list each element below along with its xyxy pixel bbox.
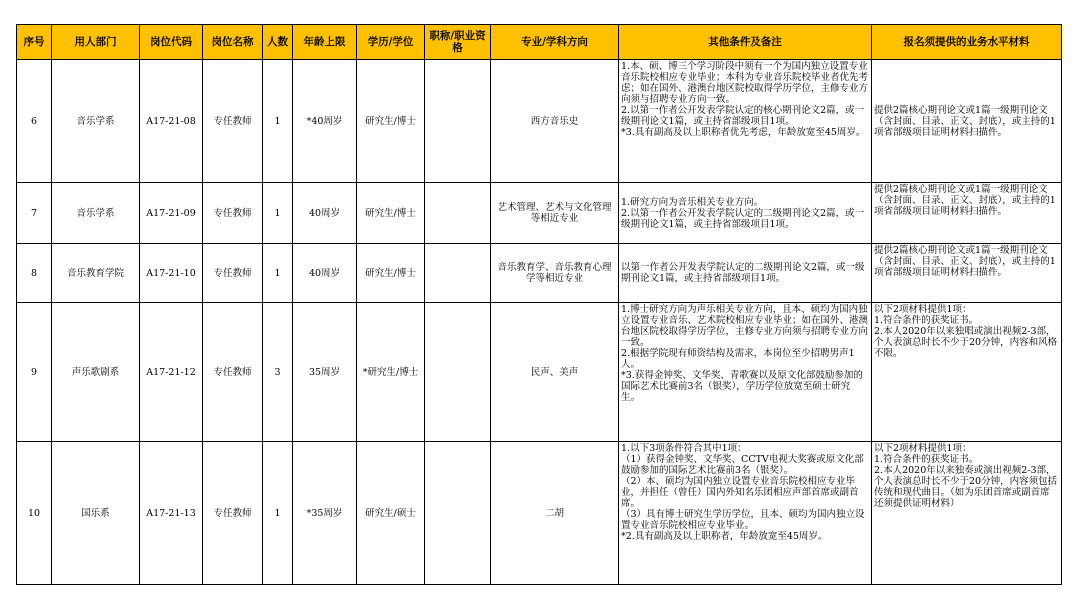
note-line: 2.以第一作者公开发表学院认定的二级期刊论文2篇，或一级期刊论文1篇，或主持省部级项目1项。 [621, 207, 865, 230]
cell-count: 3 [263, 303, 293, 442]
material-line: 1.符合条件的获奖证书。 [874, 315, 979, 326]
note-line: *3.获得金钟奖、文华奖、青歌赛以及原文化部鼓励参加的国际艺术比赛前3名（银奖），学历学位放宽至硕士研究生。 [621, 370, 863, 403]
cell-materials [872, 303, 1062, 442]
note-line: 1.博士研究方向为声乐相关专业方向，且本、硕均为国内独立设置专业音乐、艺术院校相应专业毕业；如在国外、港澳台地区院校取得学历学位，主修专业方向须与招聘专业方向一致。 [621, 304, 869, 348]
cell-major: 音乐教育学、音乐教育心理学等相近专业 [491, 244, 619, 303]
cell-count: 1 [263, 183, 293, 244]
cell-post: 专任教师 [203, 60, 263, 183]
col-header-no: 序号 [17, 25, 52, 60]
cell-major: 二胡 [491, 442, 619, 585]
cell-age: 35周岁 [293, 303, 357, 442]
col-header-dept: 用人部门 [52, 25, 140, 60]
col-header-age: 年龄上限 [293, 25, 357, 60]
table-row [17, 442, 1062, 585]
cell-notes [619, 303, 872, 442]
material-line: 提供2篇核心期刊论文或1篇一级期刊论文（含封面、目录、正文、封底），或主持的1项省部级项目证明材料扫描件。 [874, 245, 1056, 278]
cell-dept: 音乐学系 [52, 60, 140, 183]
cell-post: 专任教师 [203, 303, 263, 442]
cell-no: 9 [17, 303, 52, 442]
cell-major: 民声、美声 [491, 303, 619, 442]
material-line: 2.本人2020年以来独唱或演出视频2-3部，个人表演总时长不少于20分钟，内容和风格不限。 [874, 326, 1058, 359]
material-line: 以下2项材料提供1项： [874, 304, 972, 315]
table-row [17, 244, 1062, 303]
col-header-post: 岗位名称 [203, 25, 263, 60]
cell-no: 7 [17, 183, 52, 244]
cell-title [425, 442, 491, 585]
cell-age: 40周岁 [293, 244, 357, 303]
material-line: 1.符合条件的获奖证书。 [874, 454, 979, 465]
cell-notes [619, 183, 872, 244]
cell-age: *35周岁 [293, 442, 357, 585]
cell-no: 6 [17, 60, 52, 183]
col-header-materials: 报名须提供的业务水平材料 [872, 25, 1062, 60]
cell-degree: 研究生/博士 [357, 60, 425, 183]
cell-materials [872, 183, 1062, 244]
note-line: 2.以第一作者公开发表学院认定的核心期刊论文2篇，或一级期刊论文1篇，或主持省部级项目1项。 [621, 105, 865, 127]
cell-post: 专任教师 [203, 244, 263, 303]
note-line: *2.具有副高及以上职称者，年龄放宽至45周岁。 [621, 531, 828, 542]
col-header-notes: 其他条件及备注 [619, 25, 872, 60]
cell-materials [872, 60, 1062, 183]
cell-notes [619, 244, 872, 303]
cell-post: 专任教师 [203, 183, 263, 244]
cell-dept: 国乐系 [52, 442, 140, 585]
note-line: *3.具有副高及以上职称者优先考虑，年龄放宽至45周岁。 [621, 127, 866, 138]
cell-code: A17-21-08 [140, 60, 203, 183]
cell-degree: *研究生/博士 [357, 303, 425, 442]
cell-post: 专任教师 [203, 442, 263, 585]
cell-notes [619, 60, 872, 183]
col-header-title: 职称/职业资格 [425, 25, 491, 60]
cell-no: 10 [17, 442, 52, 585]
cell-age: 40周岁 [293, 183, 357, 244]
table-row [17, 183, 1062, 244]
cell-count: 1 [263, 244, 293, 303]
cell-code: A17-21-10 [140, 244, 203, 303]
col-header-major: 专业/学科方向 [491, 25, 619, 60]
cell-notes [619, 442, 872, 585]
cell-title [425, 244, 491, 303]
col-header-count: 人数 [263, 25, 293, 60]
cell-major: 艺术管理、艺术与文化管理等相近专业 [491, 183, 619, 244]
note-line: 1.本、硕、博三个学习阶段中须有一个为国内独立设置专业音乐院校相应专业毕业；本科为专业音乐院校毕业者优先考虑；如在国外、港澳台地区院校取得学历学位，主修专业方向须与招聘专业方向一致。 [621, 61, 869, 105]
material-line: 以下2项材料提供1项： [874, 443, 972, 454]
cell-materials [872, 442, 1062, 585]
cell-code: A17-21-13 [140, 442, 203, 585]
cell-count: 1 [263, 60, 293, 183]
table-row [17, 60, 1062, 183]
cell-materials [872, 244, 1062, 303]
cell-no: 8 [17, 244, 52, 303]
cell-degree: 研究生/硕士 [357, 442, 425, 585]
col-header-code: 岗位代码 [140, 25, 203, 60]
note-line: （1）获得金钟奖、文华奖、CCTV电视大奖赛或原文化部鼓励参加的国际艺术比赛前3名（银奖）。 [621, 454, 864, 476]
table-header [17, 25, 1062, 60]
table-row [17, 303, 1062, 442]
recruitment-table [16, 24, 1062, 585]
cell-dept: 声乐歌剧系 [52, 303, 140, 442]
cell-code: A17-21-09 [140, 183, 203, 244]
note-line: 2.根据学院现有师资结构及需求，本岗位至少招聘男声1人。 [621, 348, 855, 370]
cell-degree: 研究生/博士 [357, 183, 425, 244]
cell-dept: 音乐学系 [52, 183, 140, 244]
cell-dept: 音乐教育学院 [52, 244, 140, 303]
cell-degree: 研究生/博士 [357, 244, 425, 303]
cell-count: 1 [263, 442, 293, 585]
material-line: 提供2篇核心期刊论文或1篇一级期刊论文（含封面、目录、正文、封底），或主持的1项省部级项目证明材料扫描件。 [874, 104, 1056, 138]
col-header-degree: 学历/学位 [357, 25, 425, 60]
cell-title [425, 303, 491, 442]
material-line: 2.本人2020年以来独奏或演出视频2-3部，个人表演总时长不少于20分钟，内容须包括传统和现代曲目。（如为乐团首席或副首席还须提供证明材料） [874, 465, 1058, 509]
note-line: 1.研究方向为音乐相关专业方向。 [621, 196, 764, 208]
cell-age: *40周岁 [293, 60, 357, 183]
table-body [17, 60, 1062, 585]
note-line: （3）具有博士研究生学历学位，且本、硕均为国内独立设置专业音乐院校相应专业毕业。 [621, 509, 865, 531]
cell-major: 西方音乐史 [491, 60, 619, 183]
cell-code: A17-21-12 [140, 303, 203, 442]
header-row [17, 25, 1062, 60]
material-line: 提供2篇核心期刊论文或1篇一级期刊论文（含封面、目录、正文、封底），或主持的1项省部级项目证明材料扫描件。 [874, 184, 1056, 217]
cell-title [425, 60, 491, 183]
note-line: 1.以下3项条件符合其中1项： [621, 443, 747, 454]
note-line: 以第一作者公开发表学院认定的二级期刊论文2篇，或一级期刊论文1篇，或主持省部级项目1项。 [621, 262, 865, 284]
cell-title [425, 183, 491, 244]
note-line: （2）本、硕均为国内独立设置专业音乐院校相应专业毕业，并担任（曾任）国内外知名乐团相应声部首席或副首席。 [621, 476, 859, 509]
